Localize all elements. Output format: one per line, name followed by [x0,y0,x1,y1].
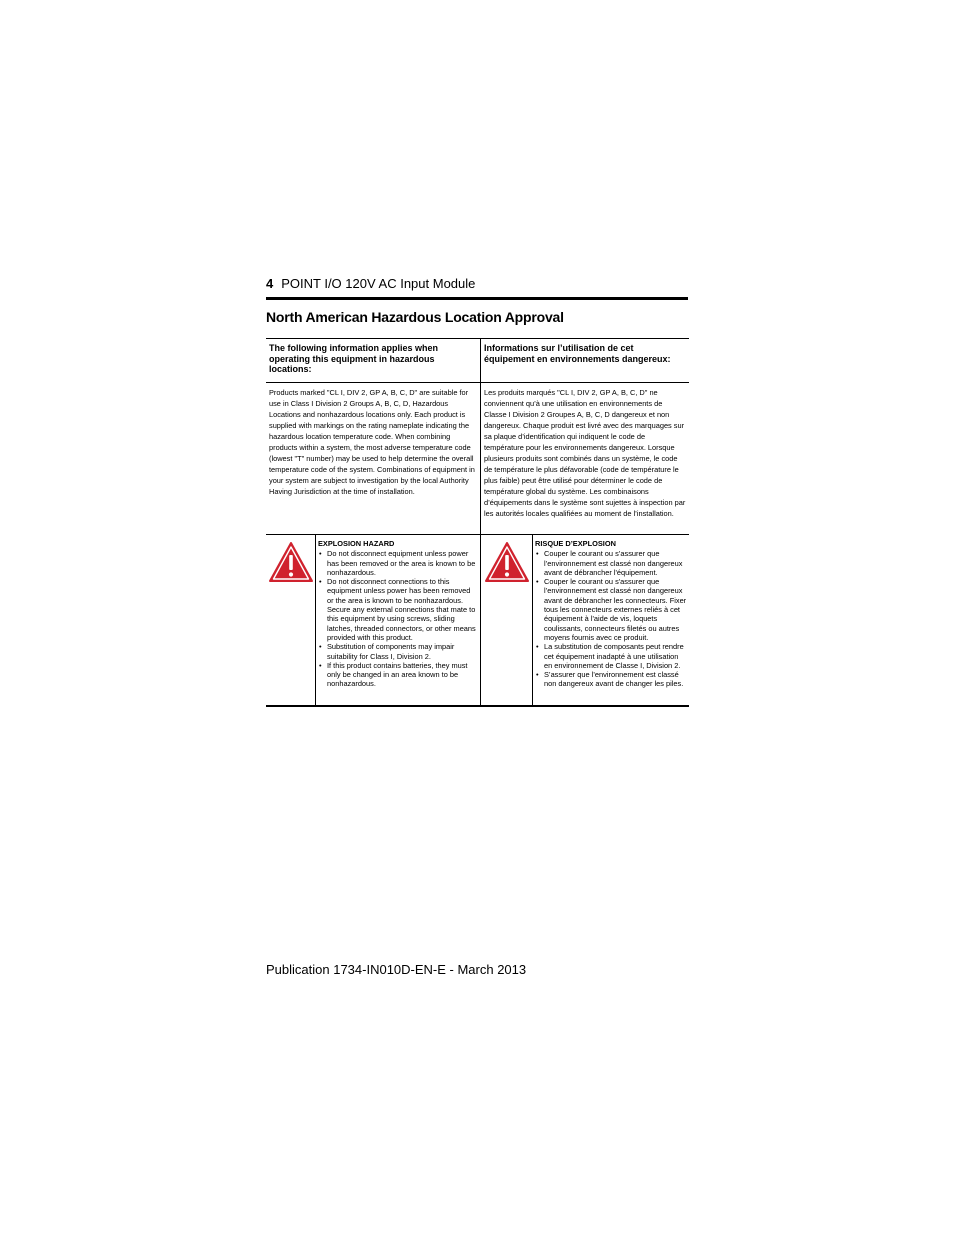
warning-triangle-icon [268,541,314,583]
list-item: • Do not disconnect connections to this equipment unless power has been removed or the area is known to be nonhazardous. Secure any external connections that mate to this equipment by using screws, sliding latches, threaded connectors, or other means provided with this product. [318,577,478,642]
warning-cell-french [480,535,689,705]
table-warning-row [266,535,689,705]
header-cell-french: Informations sur l’utilisation de cet équipement en environnements dangereux: [480,339,689,382]
list-item: • Substitution of components may impair suitability for Class I, Division 2. [318,642,478,661]
header-rule [266,297,688,300]
warning-icon-box [266,535,316,705]
section-title: North American Hazardous Location Approval [266,309,564,325]
warning-title: EXPLOSION HAZARD [318,539,395,548]
body-cell-english: Products marked "CL I, DIV 2, GP A, B, C, D" are suitable for use in Class I Division 2 Groups A, B, C, D, Hazardous Locations and nonhazardous locations only. Each product is supplied with markings on the rating nameplate indicating the hazardous location temperature code. When combining products within a system, the most adverse temperature code (lowest "T" number) may be used to help determine the overall temperature code of the system. Combinations of equipment in your system are subject to investigation by the local Authority Having Jurisdiction at the time of installation. [269,388,475,496]
list-item: • S’assurer que l’environnement est classé non dangereux avant de changer les piles. [535,670,687,689]
list-item: • Couper le courant ou s'assurer que l’environnement est classé non dangereux avant de débrancher les connecteurs. Fixer tous les connecteurs externes reliés à cet équipement à l'aide de vis, loquets coulissants, connecteurs filetés ou autres moyens fournis avec ce produit. [535,577,687,642]
warning-icon-box [481,535,533,705]
page-header [266,276,475,291]
header-cell-english: The following information applies when operating this equipment in hazardous locations: [269,343,439,374]
list-item: • If this product contains batteries, they must only be changed in an area known to be nonhazardous. [318,661,478,689]
table-body-row [266,383,689,535]
warning-triangle-icon [484,541,530,583]
list-item: • La substitution de composants peut rendre cet équipement inadapté à une utilisation en environnement de Classe I, Division 2. [535,642,687,670]
running-title: POINT I/O 120V AC Input Module [281,276,476,291]
warning-text-english [316,535,480,705]
table-header-row [266,339,689,383]
body-cell-french: Les produits marqués "CL I, DIV 2, GP A, B, C, D" ne conviennent qu’à une utilisation en environnements de Classe I Division 2 Groupes A, B, C, D dangereux et non dangereux. Chaque produit est livré avec des marquages sur sa plaque d’identification qui indiquent le code de température pour les environnements dangereux. Lorsque plusieurs produits sont combinés dans un système, le code de température le plus défavorable (code de température le plus faible) peut être utilisé pour déterminer le code de température global du système. Les combinaisons d’équipements dans le système sont sujettes à inspection par les autorités locales qualifiées au moment de l’installation. [480,383,689,534]
page-number: 4 [266,276,274,291]
warning-list [318,549,478,688]
warning-text-french [533,535,689,705]
hazardous-location-table [266,338,689,707]
warning-title: RISQUE D’EXPLOSION [535,539,616,548]
publication-footer: Publication 1734-IN010D-EN-E - March 2013 [266,962,527,977]
warning-list [535,549,687,688]
list-item: • Couper le courant ou s’assurer que l’environnement est classé non dangereux avant de débrancher l'équipement. [535,549,687,577]
list-item: • Do not disconnect equipment unless power has been removed or the area is known to be nonhazardous. [318,549,478,577]
warning-cell-english [266,535,480,705]
